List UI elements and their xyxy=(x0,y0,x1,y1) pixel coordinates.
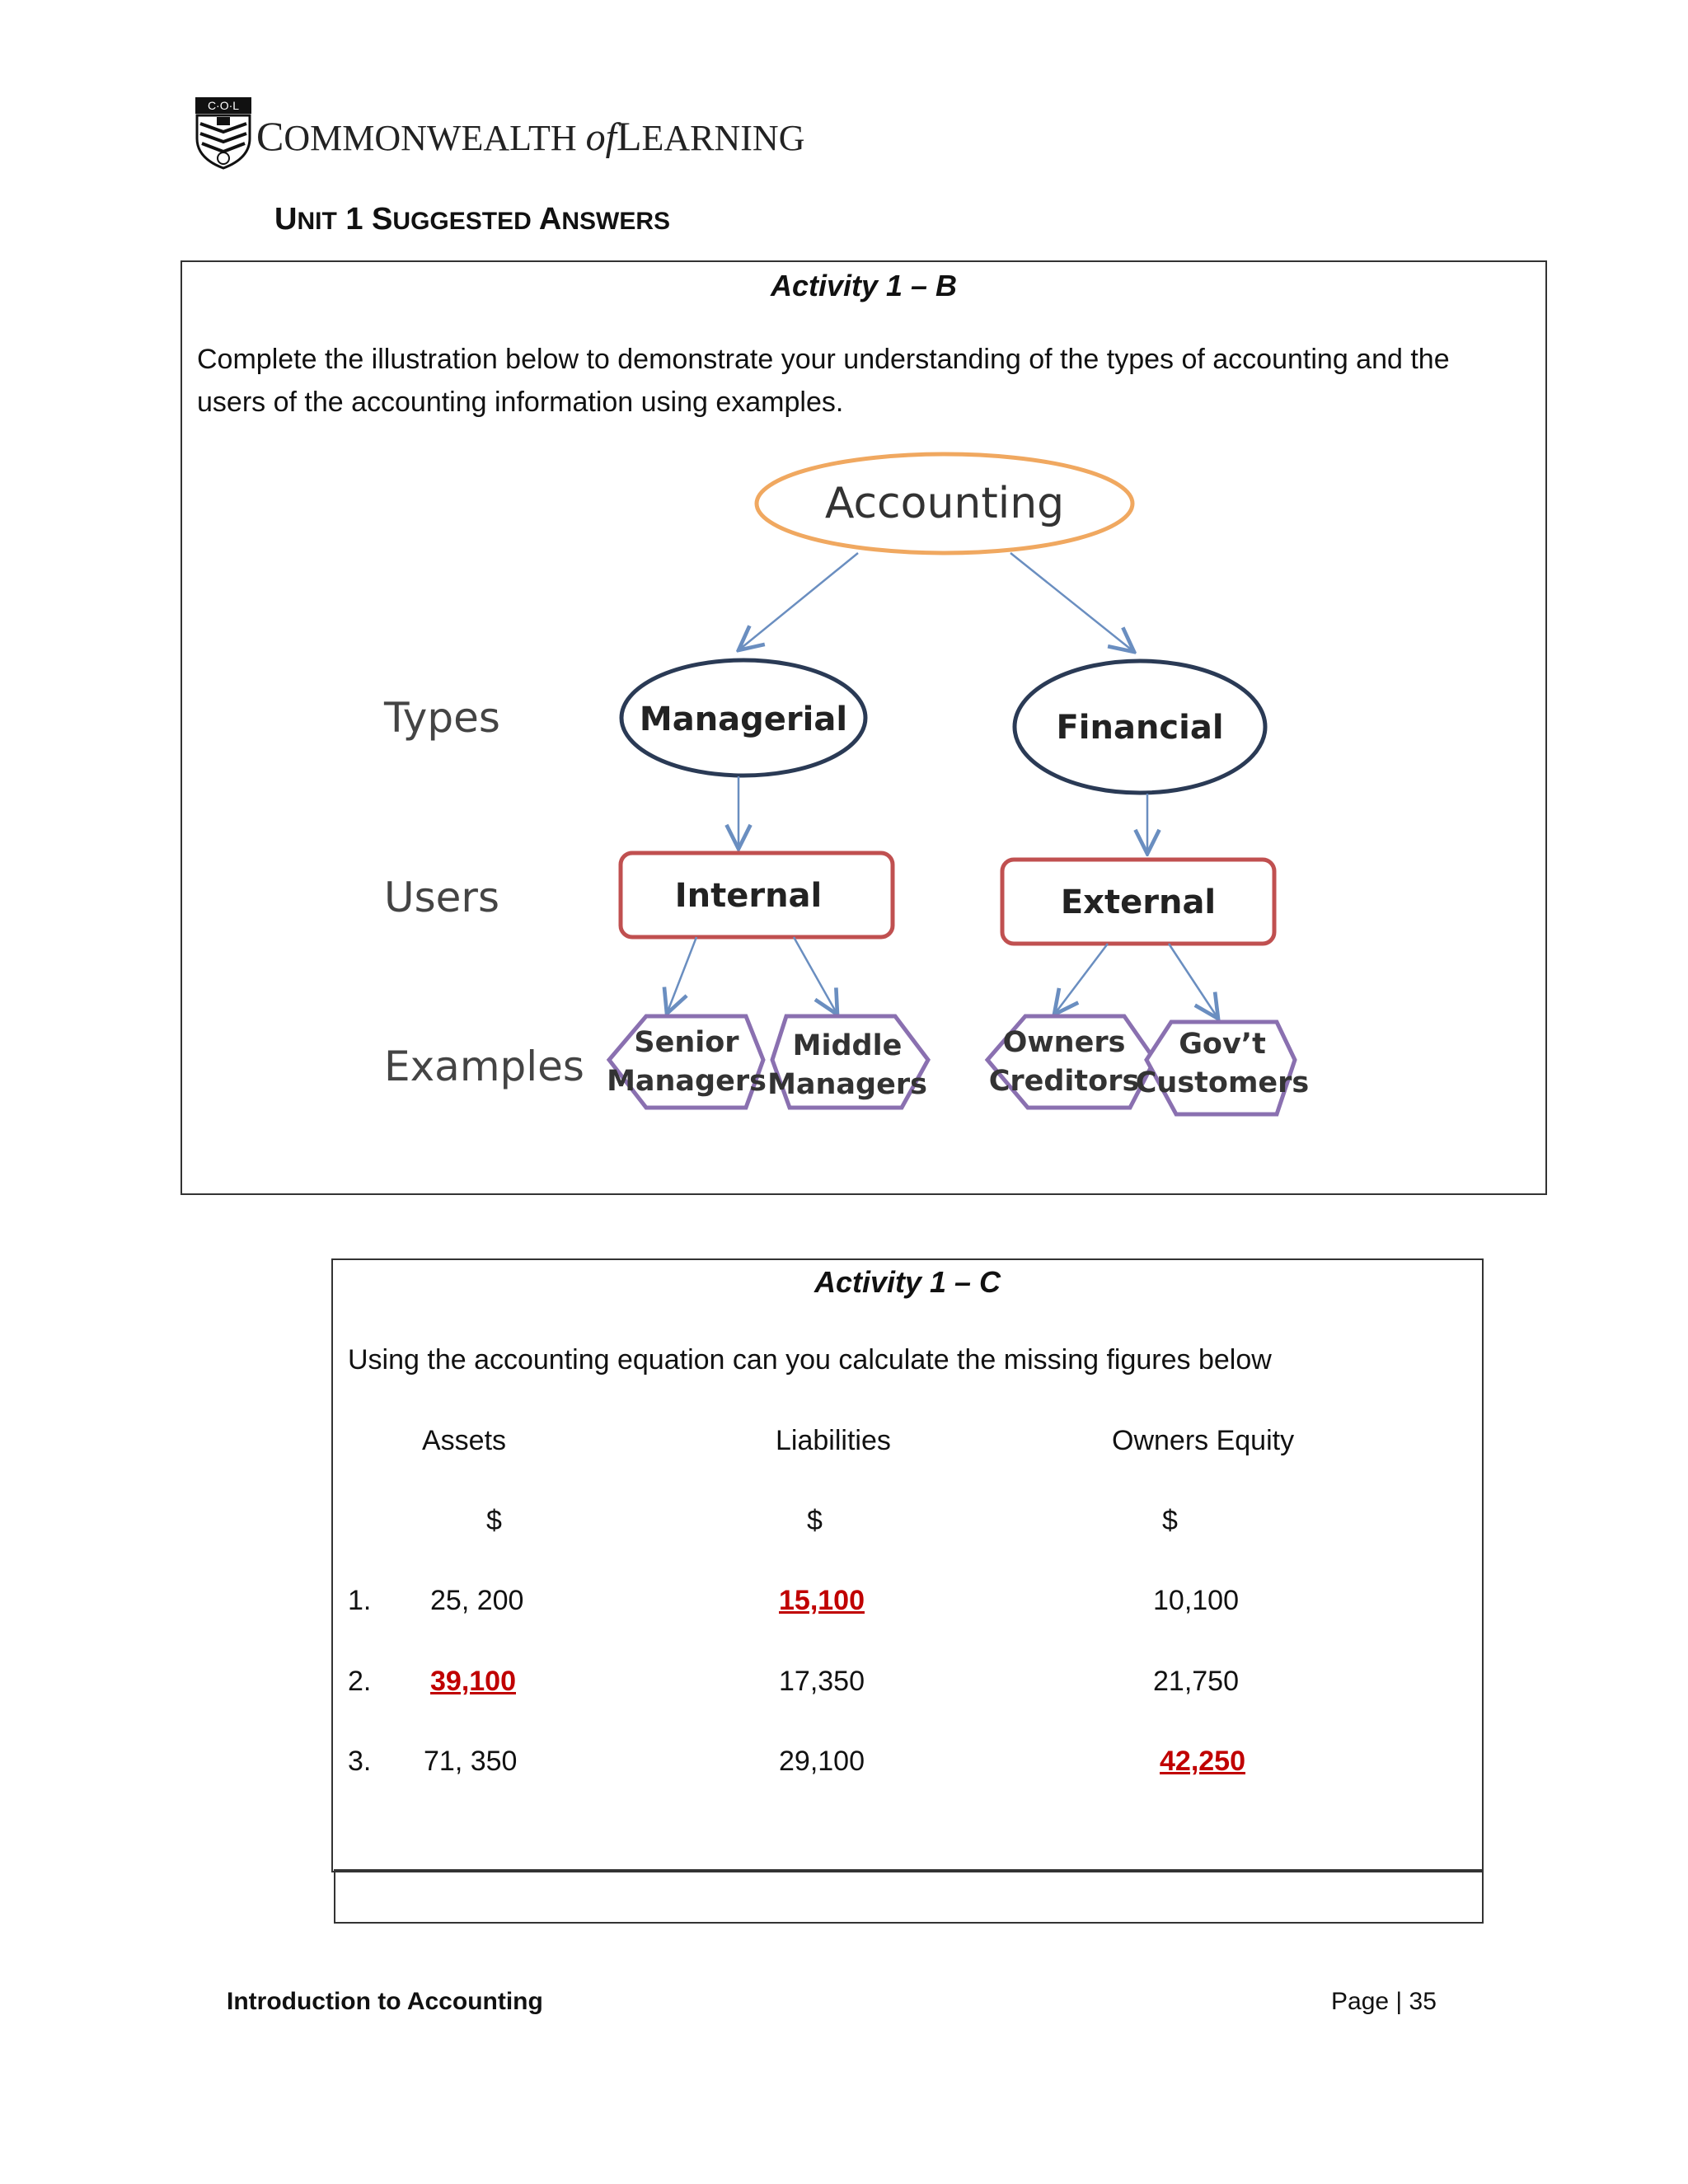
example-label-line: Managers xyxy=(767,1068,927,1101)
row-1-equity: 10,100 xyxy=(1153,1585,1239,1616)
activity-c-bottom-strip xyxy=(334,1869,1484,1924)
col-shield-icon xyxy=(194,96,253,170)
example-label-line: Middle xyxy=(792,1029,903,1062)
row-3-assets: 71, 350 xyxy=(424,1746,518,1777)
unit-title-part: S xyxy=(372,202,393,237)
example-label-line: Senior xyxy=(634,1026,739,1059)
unit-title-part: UGGESTED xyxy=(392,208,532,235)
arrow-internal-middle xyxy=(794,937,837,1015)
header-liabilities: Liabilities xyxy=(776,1425,891,1456)
activity-b-box xyxy=(181,260,1547,1195)
example-label-line: Customers xyxy=(1135,1066,1310,1099)
arrow-internal-senior xyxy=(667,937,696,1014)
example-label-line: Owners xyxy=(1002,1026,1126,1059)
row-1-number: 1. xyxy=(348,1585,372,1616)
row-2-liabilities: 17,350 xyxy=(779,1666,865,1697)
logo-word-commonwealth: OMMONWEALTH xyxy=(284,118,577,158)
currency-assets: $ xyxy=(486,1505,502,1536)
unit-title-part: 1 xyxy=(345,202,363,237)
currency-equity: $ xyxy=(1162,1505,1178,1536)
example-label-line: Managers xyxy=(607,1065,767,1098)
row-2-assets-answer: 39,100 xyxy=(430,1666,516,1697)
footer-page-number: Page | 35 xyxy=(1331,1988,1437,2015)
row-3-equity-answer: 42,250 xyxy=(1160,1746,1245,1777)
type-label-managerial: Managerial xyxy=(639,701,848,738)
row-label-examples: Examples xyxy=(384,1043,584,1090)
activity-c-box xyxy=(331,1258,1484,1872)
logo-word-of: of xyxy=(585,115,617,159)
user-label-external: External xyxy=(1060,883,1217,921)
row-3-number: 3. xyxy=(348,1746,372,1777)
accounting-diagram xyxy=(182,262,1545,1193)
row-2-equity: 21,750 xyxy=(1153,1666,1239,1697)
row-1-liabilities-answer: 15,100 xyxy=(779,1585,865,1616)
example-label-line: Gov’t xyxy=(1179,1028,1266,1061)
activity-c-title: Activity 1 – C xyxy=(814,1265,1001,1299)
user-label-internal: Internal xyxy=(674,877,823,915)
activity-b-instructions: Complete the illustration below to demonstrate your understanding of the types of accounting and the users of the accounting information using examples. xyxy=(197,344,1450,418)
logo-letter-c: C xyxy=(256,113,284,159)
logo-letter-l: L xyxy=(616,113,642,159)
activity-b-title: Activity 1 – B xyxy=(770,269,958,302)
unit-title xyxy=(274,202,670,237)
type-label-financial: Financial xyxy=(1056,709,1224,747)
unit-title-part: A xyxy=(538,202,562,237)
currency-liabilities: $ xyxy=(807,1505,823,1536)
row-2-number: 2. xyxy=(348,1666,372,1697)
arrow-external-govt xyxy=(1169,944,1218,1019)
row-1-assets: 25, 200 xyxy=(430,1585,524,1616)
header-owners-equity: Owners Equity xyxy=(1112,1425,1295,1456)
activity-c-question: Using the accounting equation can you calculate the missing figures below xyxy=(348,1344,1272,1376)
logo-word-learning: EARNING xyxy=(641,118,805,158)
logo-wordmark xyxy=(256,112,804,160)
logo-badge-text: C·O·L xyxy=(207,99,240,112)
accounting-root-label: Accounting xyxy=(824,479,1065,528)
row-label-users: Users xyxy=(384,874,500,921)
arrow-root-managerial xyxy=(738,553,858,650)
footer-course-title: Introduction to Accounting xyxy=(227,1988,543,2015)
arrow-root-financial xyxy=(1010,553,1134,652)
unit-title-part: NSWERS xyxy=(561,208,671,235)
unit-title-part: U xyxy=(274,202,298,237)
row-label-types: Types xyxy=(384,694,500,742)
unit-title-part: NIT xyxy=(297,208,337,235)
arrow-external-owners xyxy=(1054,944,1108,1015)
row-3-liabilities: 29,100 xyxy=(779,1746,865,1777)
example-label-line: Creditors xyxy=(988,1065,1140,1098)
col-logo xyxy=(194,96,805,171)
header-assets: Assets xyxy=(422,1425,507,1456)
